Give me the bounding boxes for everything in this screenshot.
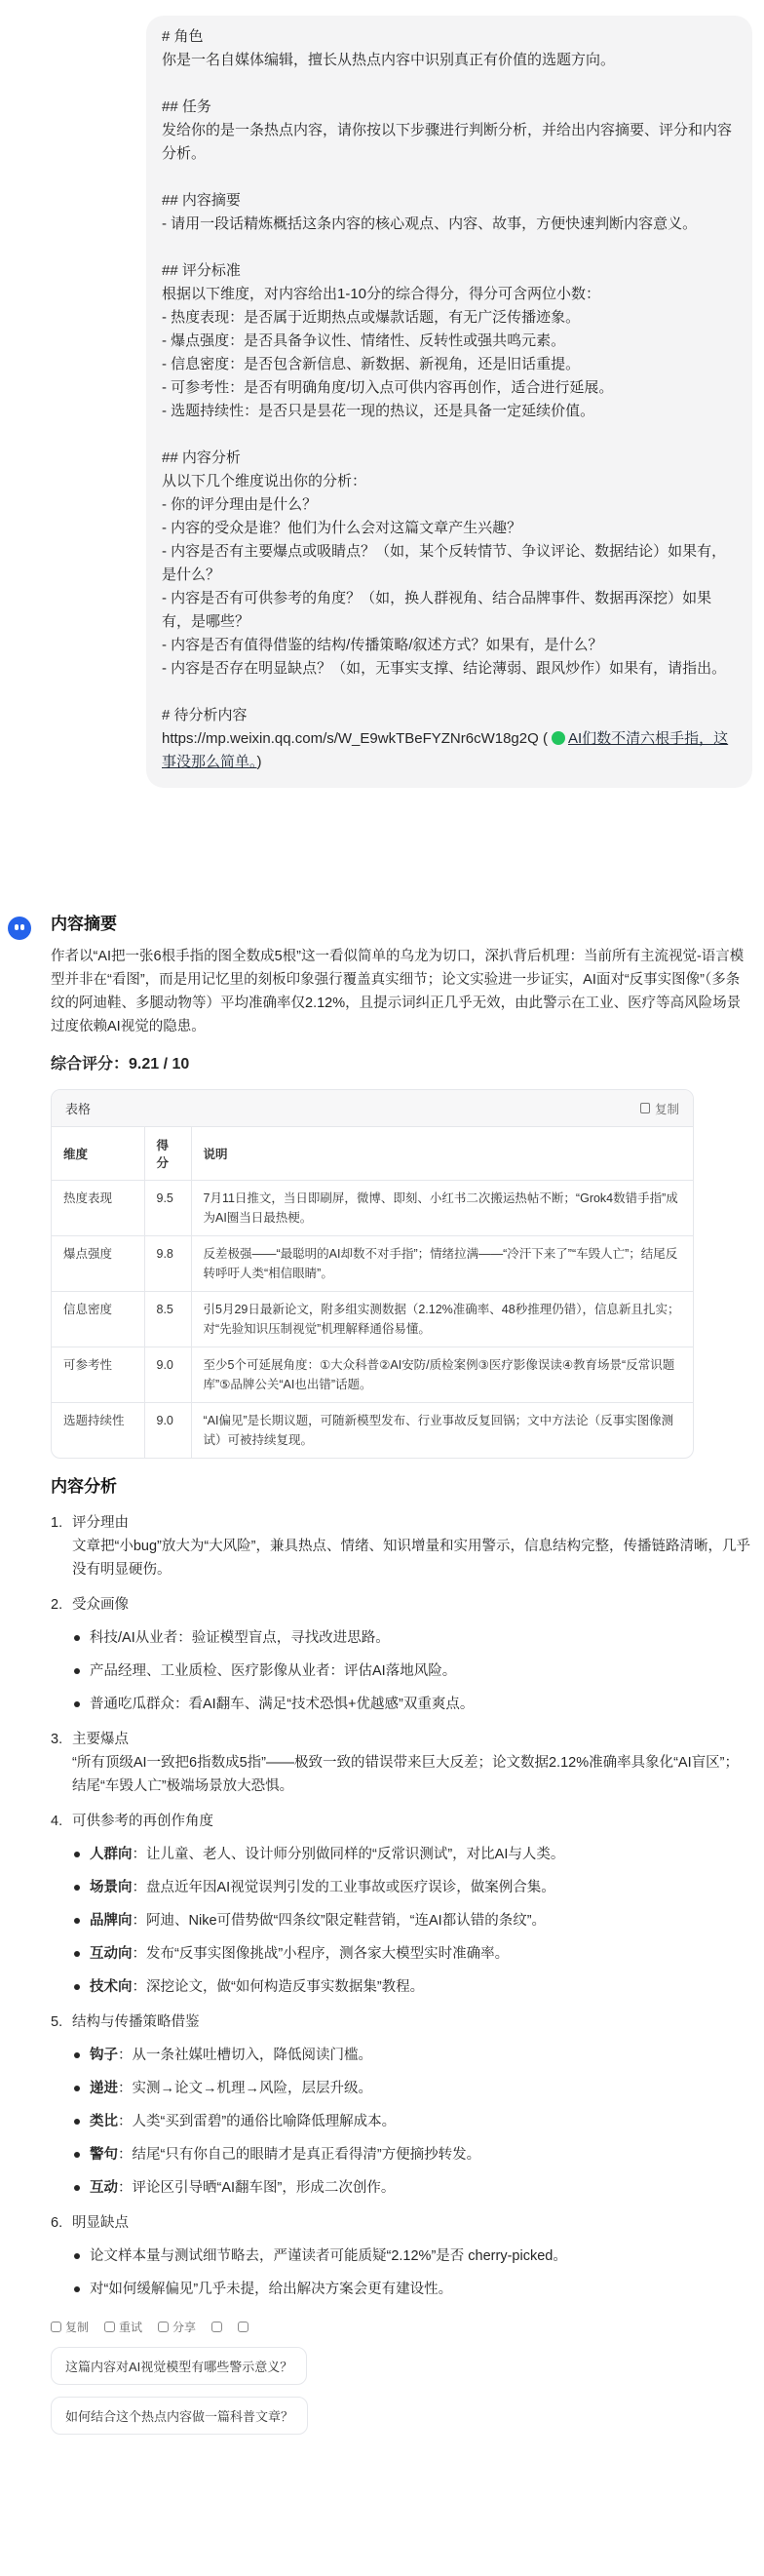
bullet-bold-label: 技术向 bbox=[90, 1979, 133, 1995]
table-cell: 9.0 bbox=[144, 1403, 191, 1459]
bullet-bold-label: 品牌向 bbox=[90, 1913, 133, 1929]
bullet-item bbox=[51, 2110, 752, 2133]
analysis-item-title-text: 明显缺点 bbox=[72, 2215, 129, 2231]
analysis-item-number: 2. bbox=[51, 1597, 63, 1613]
copy-icon bbox=[640, 1103, 650, 1113]
bullet-item bbox=[51, 2278, 752, 2301]
table-cell: 选题持续性 bbox=[52, 1403, 144, 1459]
table-title: 表格 bbox=[65, 1102, 92, 1116]
analysis-item-title bbox=[51, 1728, 752, 1751]
bullet-item bbox=[51, 1909, 752, 1932]
user-message-line bbox=[162, 166, 735, 189]
bullet-body: ：发布“反事实图像挑战”小程序，测各家大模型实时准确率。 bbox=[132, 1946, 510, 1962]
bullet-body: ：结尾“只有你自己的眼睛才是真正看得清”方便摘抄转发。 bbox=[118, 2147, 481, 2163]
bullet-item bbox=[51, 1942, 752, 1966]
user-message-line: - 信息密度：是否包含新信息、新数据、新视角，还是旧话重提。 bbox=[162, 356, 581, 372]
table-row bbox=[52, 1292, 693, 1347]
bullet-text bbox=[90, 2077, 372, 2100]
bullet-body: 科技/AI从业者：验证模型盲点，寻找改进思路。 bbox=[90, 1630, 390, 1646]
bullet-bold-label: 递进 bbox=[90, 2081, 118, 2096]
bullet-body: ：评论区引导晒“AI翻车图”，形成二次创作。 bbox=[118, 2180, 396, 2196]
bullet-body: ：深挖论文，做“如何构造反事实数据集”教程。 bbox=[132, 1979, 425, 1995]
bullet-dot-icon bbox=[74, 1701, 80, 1707]
source-line bbox=[162, 727, 735, 774]
analysis-item bbox=[51, 2010, 752, 2200]
analysis-heading: 内容分析 bbox=[51, 1477, 117, 1496]
bullet-bold-label: 互动向 bbox=[90, 1946, 133, 1962]
user-message-line: - 爆点强度：是否具备争议性、情绪性、反转性或强共鸣元素。 bbox=[162, 332, 566, 349]
bullet-item bbox=[51, 1843, 752, 1866]
bullet-body: ：从一条社媒吐槽切入，降低阅读门槛。 bbox=[118, 2048, 372, 2063]
user-message-line: ## 评分标准 bbox=[162, 262, 241, 279]
retry-icon bbox=[104, 2322, 115, 2332]
bullet-dot-icon bbox=[74, 2086, 80, 2091]
analysis-item-title bbox=[51, 2211, 752, 2235]
bullet-dot-icon bbox=[74, 2286, 80, 2292]
analysis-item bbox=[51, 1593, 752, 1716]
bullet-body: ：阿迪、Nike可借势做“四条纹”限定鞋营销，“连AI都认错的条纹”。 bbox=[132, 1913, 547, 1929]
analysis-item-title bbox=[51, 1593, 752, 1617]
message-actions bbox=[51, 2319, 752, 2335]
analysis-item bbox=[51, 1511, 752, 1581]
analysis-item bbox=[51, 2211, 752, 2301]
user-message-line: - 内容是否存在明显缺点？（如，无事实支撑、结论薄弱、跟风炒作）如果有，请指出。 bbox=[162, 660, 727, 677]
table-cell: 引5月29日最新论文，附多组实测数据（2.12%准确率、48秒推理仍错），信息新且扎实；对“先验知识压制视觉”机理解释通俗易懂。 bbox=[191, 1292, 693, 1347]
assistant-message bbox=[51, 912, 752, 2435]
bullet-item bbox=[51, 2244, 752, 2268]
table-cell: 9.0 bbox=[144, 1347, 191, 1403]
bullet-text bbox=[90, 1626, 390, 1650]
table-row bbox=[52, 1181, 693, 1236]
user-message-line: # 角色 bbox=[162, 28, 204, 45]
table-copy-label: 复制 bbox=[654, 1102, 679, 1116]
bullet-bold-label: 类比 bbox=[90, 2114, 118, 2129]
share-icon bbox=[158, 2322, 169, 2332]
bullet-body: 产品经理、工业质检、医疗影像从业者：评估AI落地风险。 bbox=[90, 1663, 457, 1679]
bullet-dot-icon bbox=[74, 1668, 80, 1674]
bullet-text bbox=[90, 1909, 546, 1932]
analysis-item-title-text: 结构与传播策略借鉴 bbox=[72, 2014, 200, 2030]
bullet-dot-icon bbox=[74, 1984, 80, 1990]
bullet-text bbox=[90, 2176, 395, 2200]
bullet-item bbox=[51, 2044, 752, 2067]
bullet-dot-icon bbox=[74, 2185, 80, 2191]
bullet-body: 普通吃瓜群众：看AI翻车、满足“技术恐惧+优越感”双重爽点。 bbox=[90, 1697, 475, 1712]
bullet-bold-label: 钩子 bbox=[90, 2048, 118, 2063]
user-message-line: ## 任务 bbox=[162, 98, 211, 115]
user-message-line: ## 内容摘要 bbox=[162, 192, 241, 209]
analysis-list bbox=[51, 1511, 752, 2301]
bullet-dot-icon bbox=[74, 2152, 80, 2158]
analysis-item-title-text: 可供参考的再创作角度 bbox=[72, 1814, 213, 1829]
article-link[interactable]: AI们数不清六根手指，这事没那么简单。 bbox=[162, 730, 729, 770]
analysis-item-title-text: 主要爆点 bbox=[72, 1732, 129, 1747]
suggestion-chip[interactable]: 如何结合这个热点内容做一篇科普文章？ bbox=[51, 2397, 308, 2435]
table-header-cell: 说明 bbox=[191, 1127, 693, 1181]
bullet-text bbox=[90, 1659, 456, 1683]
analysis-item-title-text: 评分理由 bbox=[72, 1515, 129, 1531]
user-message-line bbox=[162, 236, 735, 259]
bullet-item bbox=[51, 2176, 752, 2200]
score-table-card bbox=[51, 1089, 694, 1459]
bullet-bold-label: 警句 bbox=[90, 2147, 118, 2163]
bullet-dot-icon bbox=[74, 1852, 80, 1857]
analysis-item-title-text: 受众画像 bbox=[72, 1597, 129, 1613]
bullet-item bbox=[51, 1975, 752, 1999]
analysis-item bbox=[51, 1810, 752, 1999]
table-cell: 可参考性 bbox=[52, 1347, 144, 1403]
table-header-row bbox=[52, 1127, 693, 1181]
table-cell: 9.8 bbox=[144, 1236, 191, 1292]
table-cell: 热度表现 bbox=[52, 1181, 144, 1236]
bullet-dot-icon bbox=[74, 1885, 80, 1891]
table-row bbox=[52, 1347, 693, 1403]
table-cell: 至少5个可延展角度：①大众科普②AI安防/质检案例③医疗影像误读④教育场景“反常识题库”⑤品牌公关“AI也出错”话题。 bbox=[191, 1347, 693, 1403]
bullet-text bbox=[90, 2044, 372, 2067]
share-button[interactable] bbox=[158, 2319, 196, 2335]
user-message-line: - 热度表现：是否属于近期热点或爆款话题，有无广泛传播迹象。 bbox=[162, 309, 581, 326]
table-cell: 7月11日推文，当日即刷屏，微博、即刻、小红书二次搬运热帖不断；“Grok4数错手指”成为AI圈当日最热梗。 bbox=[191, 1181, 693, 1236]
user-message-line: - 内容是否有可供参考的角度？（如，换人群视角、结合品牌事件、数据再深挖）如果有，是哪些？ bbox=[162, 590, 712, 630]
thumbs-down-icon[interactable] bbox=[238, 2322, 248, 2332]
bullet-text bbox=[90, 1843, 564, 1866]
analysis-item-title bbox=[51, 1511, 752, 1535]
table-cell: 反差极强——“最聪明的AI却数不对手指”；情绪拉满——“冷汗下来了”“车毁人亡”；结尾反转呼吁人类“相信眼睛”。 bbox=[191, 1236, 693, 1292]
bullet-bold-label: 场景向 bbox=[90, 1880, 133, 1895]
bullet-text bbox=[90, 2278, 452, 2301]
table-cell: 爆点强度 bbox=[52, 1236, 144, 1292]
bullet-body: ：盘点近年因AI视觉误判引发的工业事故或医疗误诊，做案例合集。 bbox=[132, 1880, 555, 1895]
analysis-item-body: 文章把“小bug”放大为“大风险”，兼具热点、情绪、知识增量和实用警示，信息结构完整，传播链路清晰，几乎没有明显硬伤。 bbox=[72, 1539, 751, 1578]
bullet-dot-icon bbox=[74, 2052, 80, 2058]
table-cell: 8.5 bbox=[144, 1292, 191, 1347]
user-message-line: 从以下几个维度说出你的分析： bbox=[162, 473, 367, 489]
bullet-text bbox=[90, 1975, 424, 1999]
bullet-item bbox=[51, 2077, 752, 2100]
user-message-line: 你是一名自媒体编辑，擅长从热点内容中识别真正有价值的选题方向。 bbox=[162, 52, 616, 68]
bullet-dot-icon bbox=[74, 1918, 80, 1924]
user-message-line bbox=[162, 423, 735, 447]
bullet-text bbox=[90, 1942, 509, 1966]
user-message-line: ## 内容分析 bbox=[162, 449, 241, 466]
user-message-line: - 你的评分理由是什么？ bbox=[162, 496, 318, 513]
thumbs-up-icon[interactable] bbox=[211, 2322, 222, 2332]
bullet-item bbox=[51, 1693, 752, 1716]
user-message-bubble bbox=[146, 16, 752, 788]
user-message-line: 发给你的是一条热点内容，请你按以下步骤进行判断分析，并给出内容摘要、评分和内容分析。 bbox=[162, 122, 733, 162]
table-copy-button[interactable] bbox=[640, 1100, 679, 1117]
bullet-body: ：实测→论文→机理→风险，层层升级。 bbox=[118, 2081, 372, 2096]
table-cell: 信息密度 bbox=[52, 1292, 144, 1347]
link-close-paren: ) bbox=[256, 754, 262, 770]
user-message-line: - 内容是否有主要爆点或吸睛点？（如，某个反转情节、争议评论、数据结论）如果有，是什么？ bbox=[162, 543, 727, 583]
bullet-body: ：让儿童、老人、设计师分别做同样的“反常识测试”，对比AI与人类。 bbox=[132, 1847, 565, 1862]
bullet-dot-icon bbox=[74, 1635, 80, 1641]
user-message-line bbox=[162, 72, 735, 96]
score-table bbox=[52, 1127, 693, 1458]
bullet-item bbox=[51, 1876, 752, 1899]
assistant-avatar-icon bbox=[8, 917, 31, 940]
analysis-item-number: 5. bbox=[51, 2014, 63, 2030]
user-message-line: - 请用一段话精炼概括这条内容的核心观点、内容、故事，方便快速判断内容意义。 bbox=[162, 215, 698, 232]
bullet-item bbox=[51, 1626, 752, 1650]
table-header-cell: 维度 bbox=[52, 1127, 144, 1181]
action-label: 重试 bbox=[119, 2321, 143, 2334]
copy-icon bbox=[51, 2322, 61, 2332]
table-body bbox=[52, 1181, 693, 1459]
bullet-body: 对“如何缓解偏见”几乎未提，给出解决方案会更有建设性。 bbox=[90, 2282, 453, 2297]
source-url: https://mp.weixin.qq.com/s/W_E9wkTBeFYZNr6cW18g2Q bbox=[162, 730, 539, 747]
bullet-bold-label: 互动 bbox=[90, 2180, 118, 2196]
bullet-dot-icon bbox=[74, 2119, 80, 2125]
action-label: 复制 bbox=[65, 2321, 90, 2334]
overall-score: 综合评分：9.21 / 10 bbox=[51, 1056, 190, 1073]
analysis-item-number: 3. bbox=[51, 1732, 63, 1747]
table-row bbox=[52, 1236, 693, 1292]
link-open-paren: ( bbox=[542, 730, 548, 747]
analysis-item bbox=[51, 1728, 752, 1798]
bullet-dot-icon bbox=[74, 2253, 80, 2259]
table-header-cell: 得分 bbox=[144, 1127, 191, 1181]
bullet-text bbox=[90, 2143, 480, 2166]
summary-heading: 内容摘要 bbox=[51, 915, 117, 933]
user-message-line: # 待分析内容 bbox=[162, 707, 248, 723]
user-message-line: - 选题持续性：是否只是昙花一现的热议，还是具备一定延续价值。 bbox=[162, 403, 595, 419]
bullet-text bbox=[90, 1693, 474, 1716]
bullet-text bbox=[90, 2244, 567, 2268]
bullet-bold-label: 人群向 bbox=[90, 1847, 133, 1862]
user-message-line: 根据以下维度，对内容给出1-10分的综合得分，得分可含两位小数： bbox=[162, 286, 601, 302]
analysis-item-number: 4. bbox=[51, 1814, 63, 1829]
user-message-line: - 可参考性：是否有明确角度/切入点可供内容再创作，适合进行延展。 bbox=[162, 379, 614, 396]
copy-button[interactable] bbox=[51, 2319, 89, 2335]
user-message-line: - 内容是否有值得借鉴的结构/传播策略/叙述方式？如果有，是什么？ bbox=[162, 637, 603, 653]
suggestion-chip[interactable]: 这篇内容对AI视觉模型有哪些警示意义？ bbox=[51, 2347, 307, 2385]
table-row bbox=[52, 1403, 693, 1459]
analysis-item-title bbox=[51, 2010, 752, 2034]
suggestion-list bbox=[51, 2335, 752, 2435]
user-message-text bbox=[162, 25, 735, 727]
analysis-item-number: 6. bbox=[51, 2215, 63, 2231]
user-message-line bbox=[162, 681, 735, 704]
table-header-bar bbox=[52, 1090, 693, 1127]
bullet-dot-icon bbox=[74, 1951, 80, 1957]
retry-button[interactable] bbox=[104, 2319, 142, 2335]
bullet-text bbox=[90, 1876, 555, 1899]
wechat-icon bbox=[552, 731, 565, 745]
table-cell: “AI偏见”是长期议题，可随新模型发布、行业事故反复回锅；文中方法论（反事实图像测试）可被持续复现。 bbox=[203, 1414, 674, 1447]
summary-text: 作者以“AI把一张6根手指的图全数成5根”这一看似简单的乌龙为切口，深扒背后机理：当前所有主流视觉-语言模型并非在“看图”，而是用记忆里的刻板印象强行覆盖真实细节；论文实验进一步证实，AI面对“反事实图像”（多条纹的阿迪鞋、多腿动物等）平均准确率仅2.12%，且提示词纠正几乎无效，由此警示在工业、医疗等高风险场景过度依赖AI视觉的隐患。 bbox=[51, 949, 745, 1034]
bullet-item bbox=[51, 2143, 752, 2166]
table-cell: 9.5 bbox=[144, 1181, 191, 1236]
user-message-line: - 内容的受众是谁？他们为什么会对这篇文章产生兴趣？ bbox=[162, 520, 522, 536]
bullet-body: ：人类“买到雷碧”的通俗比喻降低理解成本。 bbox=[118, 2114, 397, 2129]
analysis-item-title bbox=[51, 1810, 752, 1833]
bullet-body: 论文样本量与测试细节略去，严谨读者可能质疑“2.12%”是否 cherry-picked。 bbox=[90, 2248, 567, 2264]
action-label: 分享 bbox=[172, 2321, 197, 2334]
bullet-item bbox=[51, 1659, 752, 1683]
bullet-text bbox=[90, 2110, 396, 2133]
analysis-item-body: “所有顶级AI一致把6指数成5指”——极致一致的错误带来巨大反差；论文数据2.12%准确率具象化“AI盲区”；结尾“车毁人亡”极端场景放大恐惧。 bbox=[72, 1755, 739, 1794]
analysis-item-number: 1. bbox=[51, 1515, 63, 1531]
